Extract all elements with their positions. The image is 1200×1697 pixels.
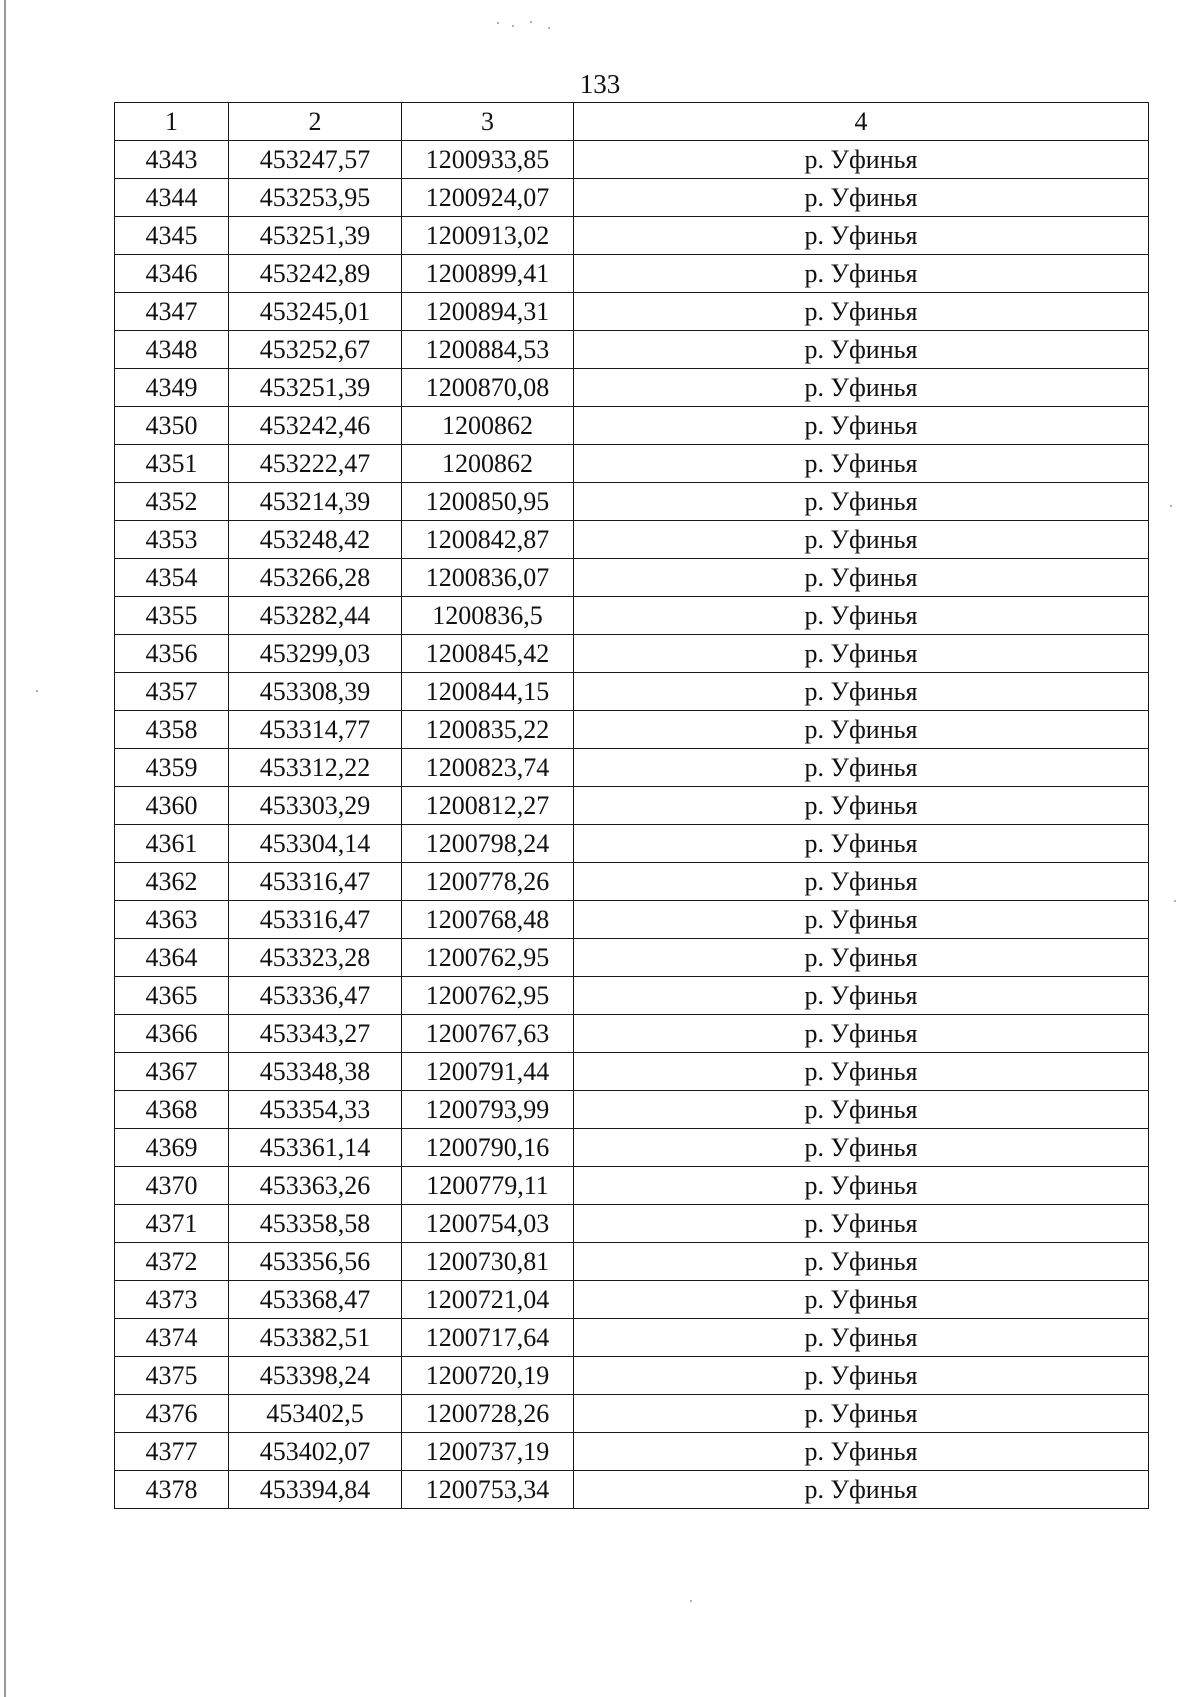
description-cell: р. Уфинья [574,559,1149,597]
point-number-cell: 4369 [115,1129,229,1167]
y-coordinate-cell: 1200884,53 [402,331,574,369]
point-number-cell: 4349 [115,369,229,407]
table-row [115,1319,1149,1357]
table-row [115,1281,1149,1319]
table-row [115,1053,1149,1091]
description-cell: р. Уфинья [574,901,1149,939]
description-cell: р. Уфинья [574,255,1149,293]
point-number-cell: 4352 [115,483,229,521]
table-row [115,711,1149,749]
description-cell: р. Уфинья [574,635,1149,673]
point-number-cell: 4358 [115,711,229,749]
y-coordinate-cell: 1200768,48 [402,901,574,939]
page-number: 133 [579,69,621,99]
x-coordinate-cell: 453368,47 [229,1281,402,1319]
y-coordinate-cell: 1200737,19 [402,1433,574,1471]
table-row [115,483,1149,521]
table-row [115,445,1149,483]
point-number-cell: 4361 [115,825,229,863]
y-coordinate-cell: 1200753,34 [402,1471,574,1509]
table-row [115,255,1149,293]
table-row [115,1129,1149,1167]
y-coordinate-cell: 1200720,19 [402,1357,574,1395]
y-coordinate-cell: 1200721,04 [402,1281,574,1319]
x-coordinate-cell: 453363,26 [229,1167,402,1205]
description-cell: р. Уфинья [574,445,1149,483]
x-coordinate-cell: 453323,28 [229,939,402,977]
table-body [115,141,1149,1509]
y-coordinate-cell: 1200793,99 [402,1091,574,1129]
point-number-cell: 4360 [115,787,229,825]
point-number-cell: 4356 [115,635,229,673]
x-coordinate-cell: 453394,84 [229,1471,402,1509]
x-coordinate-cell: 453245,01 [229,293,402,331]
point-number-cell: 4351 [115,445,229,483]
description-cell: р. Уфинья [574,369,1149,407]
description-cell: р. Уфинья [574,711,1149,749]
x-coordinate-cell: 453253,95 [229,179,402,217]
table-row [115,1205,1149,1243]
point-number-cell: 4353 [115,521,229,559]
description-cell: р. Уфинья [574,787,1149,825]
table-row [115,673,1149,711]
x-coordinate-cell: 453354,33 [229,1091,402,1129]
description-cell: р. Уфинья [574,179,1149,217]
point-number-cell: 4350 [115,407,229,445]
table-row [115,939,1149,977]
y-coordinate-cell: 1200870,08 [402,369,574,407]
point-number-cell: 4346 [115,255,229,293]
table-row [115,1015,1149,1053]
y-coordinate-cell: 1200924,07 [402,179,574,217]
scan-speck [497,22,499,24]
table-row [115,1167,1149,1205]
scan-speck [512,25,514,27]
y-coordinate-cell: 1200862 [402,407,574,445]
x-coordinate-cell: 453348,38 [229,1053,402,1091]
point-number-cell: 4343 [115,141,229,179]
description-cell: р. Уфинья [574,331,1149,369]
point-number-cell: 4354 [115,559,229,597]
scan-speck [1174,900,1176,902]
table-row [115,1243,1149,1281]
point-number-cell: 4365 [115,977,229,1015]
x-coordinate-cell: 453299,03 [229,635,402,673]
table-row [115,559,1149,597]
x-coordinate-cell: 453282,44 [229,597,402,635]
x-coordinate-cell: 453242,89 [229,255,402,293]
point-number-cell: 4376 [115,1395,229,1433]
point-number-cell: 4378 [115,1471,229,1509]
description-cell: р. Уфинья [574,597,1149,635]
y-coordinate-cell: 1200778,26 [402,863,574,901]
table-row [115,863,1149,901]
table-row [115,1471,1149,1509]
y-coordinate-cell: 1200728,26 [402,1395,574,1433]
table-row [115,331,1149,369]
point-number-cell: 4375 [115,1357,229,1395]
scan-speck [36,690,38,692]
x-coordinate-cell: 453303,29 [229,787,402,825]
description-cell: р. Уфинья [574,483,1149,521]
column-header-1: 1 [115,103,229,141]
point-number-cell: 4363 [115,901,229,939]
description-cell: р. Уфинья [574,1091,1149,1129]
column-header-2: 2 [229,103,402,141]
y-coordinate-cell: 1200844,15 [402,673,574,711]
description-cell: р. Уфинья [574,1357,1149,1395]
point-number-cell: 4377 [115,1433,229,1471]
point-number-cell: 4364 [115,939,229,977]
table-row [115,407,1149,445]
table-row [115,1395,1149,1433]
x-coordinate-cell: 453356,56 [229,1243,402,1281]
y-coordinate-cell: 1200812,27 [402,787,574,825]
point-number-cell: 4372 [115,1243,229,1281]
scan-speck [690,1600,692,1602]
x-coordinate-cell: 453361,14 [229,1129,402,1167]
x-coordinate-cell: 453336,47 [229,977,402,1015]
x-coordinate-cell: 453304,14 [229,825,402,863]
y-coordinate-cell: 1200836,5 [402,597,574,635]
table-row [115,521,1149,559]
point-number-cell: 4368 [115,1091,229,1129]
scan-speck [530,21,532,23]
point-number-cell: 4348 [115,331,229,369]
description-cell: р. Уфинья [574,939,1149,977]
y-coordinate-cell: 1200845,42 [402,635,574,673]
y-coordinate-cell: 1200862 [402,445,574,483]
y-coordinate-cell: 1200894,31 [402,293,574,331]
point-number-cell: 4355 [115,597,229,635]
table-row [115,1433,1149,1471]
column-header-3: 3 [402,103,574,141]
scan-speck [1170,505,1172,507]
y-coordinate-cell: 1200933,85 [402,141,574,179]
point-number-cell: 4366 [115,1015,229,1053]
description-cell: р. Уфинья [574,1053,1149,1091]
description-cell: р. Уфинья [574,1471,1149,1509]
description-cell: р. Уфинья [574,1281,1149,1319]
x-coordinate-cell: 453398,24 [229,1357,402,1395]
description-cell: р. Уфинья [574,1433,1149,1471]
description-cell: р. Уфинья [574,293,1149,331]
table-row [115,141,1149,179]
description-cell: р. Уфинья [574,407,1149,445]
table-row [115,977,1149,1015]
x-coordinate-cell: 453308,39 [229,673,402,711]
description-cell: р. Уфинья [574,1205,1149,1243]
y-coordinate-cell: 1200762,95 [402,939,574,977]
table-row [115,369,1149,407]
y-coordinate-cell: 1200791,44 [402,1053,574,1091]
x-coordinate-cell: 453316,47 [229,901,402,939]
x-coordinate-cell: 453242,46 [229,407,402,445]
y-coordinate-cell: 1200790,16 [402,1129,574,1167]
y-coordinate-cell: 1200717,64 [402,1319,574,1357]
column-header-4: 4 [574,103,1149,141]
description-cell: р. Уфинья [574,1167,1149,1205]
point-number-cell: 4367 [115,1053,229,1091]
table-row [115,1357,1149,1395]
x-coordinate-cell: 453248,42 [229,521,402,559]
y-coordinate-cell: 1200762,95 [402,977,574,1015]
point-number-cell: 4371 [115,1205,229,1243]
x-coordinate-cell: 453222,47 [229,445,402,483]
point-number-cell: 4362 [115,863,229,901]
point-number-cell: 4359 [115,749,229,787]
table-row [115,825,1149,863]
description-cell: р. Уфинья [574,141,1149,179]
point-number-cell: 4345 [115,217,229,255]
table-row [115,179,1149,217]
y-coordinate-cell: 1200754,03 [402,1205,574,1243]
x-coordinate-cell: 453358,58 [229,1205,402,1243]
y-coordinate-cell: 1200842,87 [402,521,574,559]
table-row [115,597,1149,635]
y-coordinate-cell: 1200798,24 [402,825,574,863]
point-number-cell: 4344 [115,179,229,217]
x-coordinate-cell: 453382,51 [229,1319,402,1357]
x-coordinate-cell: 453251,39 [229,369,402,407]
y-coordinate-cell: 1200836,07 [402,559,574,597]
y-coordinate-cell: 1200899,41 [402,255,574,293]
table-row [115,749,1149,787]
x-coordinate-cell: 453343,27 [229,1015,402,1053]
description-cell: р. Уфинья [574,673,1149,711]
x-coordinate-cell: 453214,39 [229,483,402,521]
y-coordinate-cell: 1200767,63 [402,1015,574,1053]
point-number-cell: 4370 [115,1167,229,1205]
description-cell: р. Уфинья [574,749,1149,787]
description-cell: р. Уфинья [574,1243,1149,1281]
point-number-cell: 4373 [115,1281,229,1319]
description-cell: р. Уфинья [574,1015,1149,1053]
table-row [115,787,1149,825]
y-coordinate-cell: 1200913,02 [402,217,574,255]
point-number-cell: 4347 [115,293,229,331]
description-cell: р. Уфинья [574,825,1149,863]
point-number-cell: 4357 [115,673,229,711]
y-coordinate-cell: 1200835,22 [402,711,574,749]
point-number-cell: 4374 [115,1319,229,1357]
x-coordinate-cell: 453252,67 [229,331,402,369]
description-cell: р. Уфинья [574,217,1149,255]
x-coordinate-cell: 453402,5 [229,1395,402,1433]
description-cell: р. Уфинья [574,863,1149,901]
x-coordinate-cell: 453402,07 [229,1433,402,1471]
description-cell: р. Уфинья [574,1129,1149,1167]
y-coordinate-cell: 1200730,81 [402,1243,574,1281]
table-row [115,901,1149,939]
description-cell: р. Уфинья [574,1395,1149,1433]
x-coordinate-cell: 453266,28 [229,559,402,597]
table-row [115,635,1149,673]
x-coordinate-cell: 453312,22 [229,749,402,787]
y-coordinate-cell: 1200823,74 [402,749,574,787]
table-row [115,1091,1149,1129]
page-edge-line [4,0,6,1697]
y-coordinate-cell: 1200779,11 [402,1167,574,1205]
scan-speck [548,27,550,29]
y-coordinate-cell: 1200850,95 [402,483,574,521]
table-header-row [115,103,1149,141]
x-coordinate-cell: 453251,39 [229,217,402,255]
x-coordinate-cell: 453314,77 [229,711,402,749]
x-coordinate-cell: 453247,57 [229,141,402,179]
table-row [115,217,1149,255]
x-coordinate-cell: 453316,47 [229,863,402,901]
description-cell: р. Уфинья [574,521,1149,559]
table-row [115,293,1149,331]
coordinates-table [114,102,1149,1509]
description-cell: р. Уфинья [574,977,1149,1015]
description-cell: р. Уфинья [574,1319,1149,1357]
